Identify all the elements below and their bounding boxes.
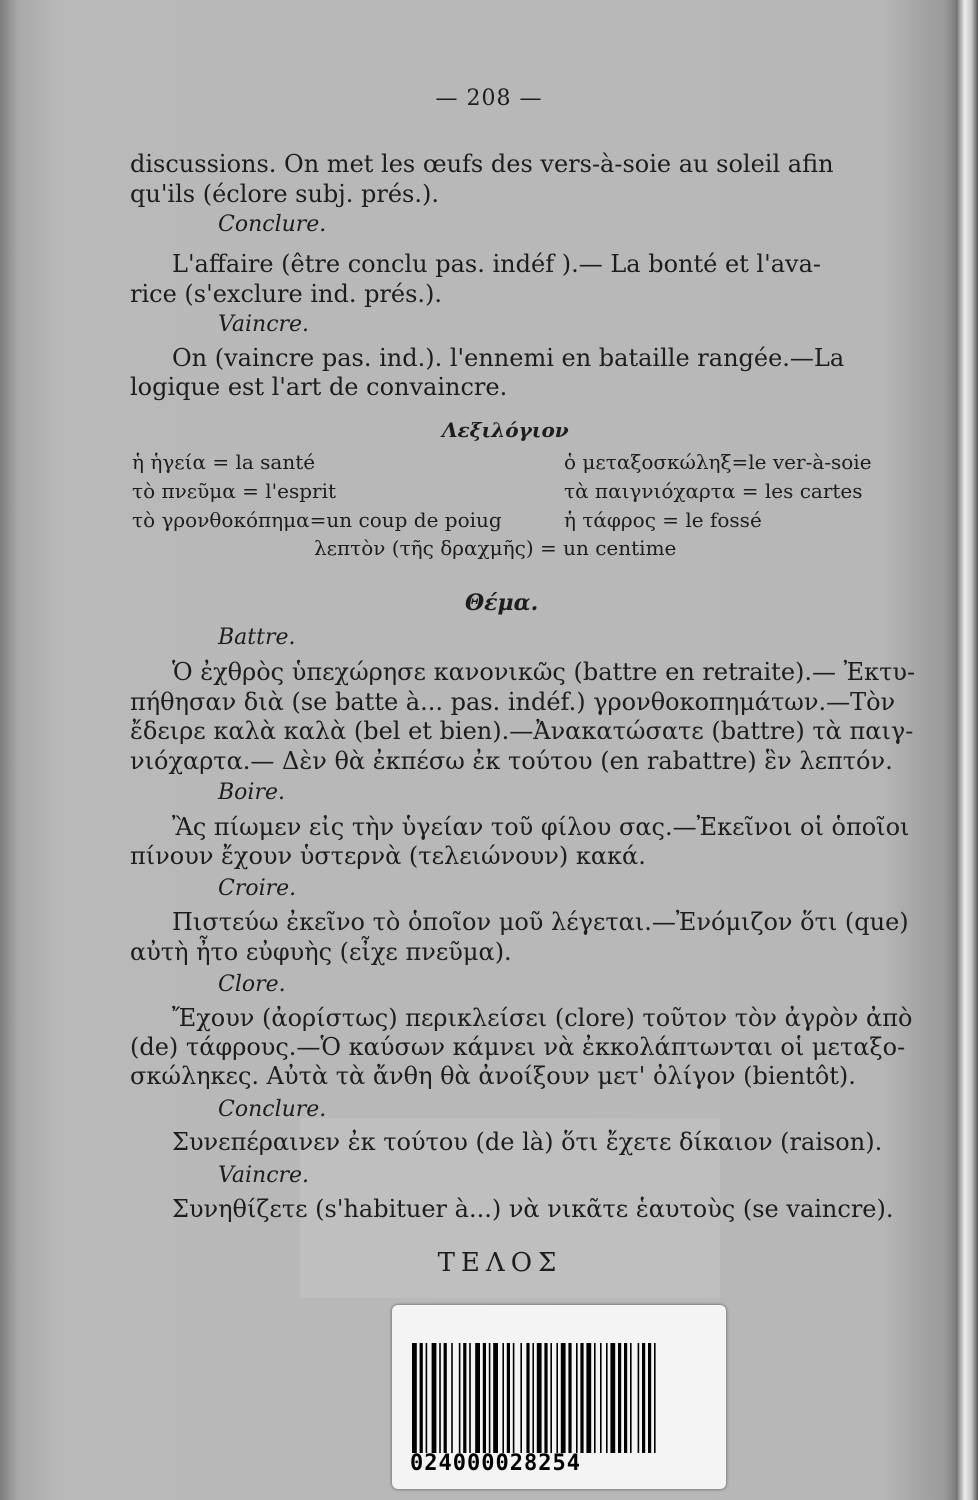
text-line: νιόχαρτα.— Δὲν θὰ ἐκπέσω ἐκ τούτου (en rabattre) ἓν λεπτόν. (130, 747, 893, 775)
text-line: qu'ils (éclore subj. prés.). (130, 180, 439, 208)
section-heading-conclure: Conclure. (218, 212, 327, 237)
vocab-entry: ὁ μεταξοσκώληξ=le ver-à-soie (564, 450, 872, 474)
section-heading-croire: Croire. (218, 876, 297, 901)
text-line: σκώληκες. Αὐτὰ τὰ ἄνθη θὰ ἀνοίξουν μετ' ὀλίγον (bientôt). (130, 1062, 856, 1090)
vocabulary-title: Λεξιλόγιον (442, 418, 569, 442)
text-line: ἔδειρε καλὰ καλὰ (bel et bien).—Ἀνακατώσατε (battre) τὰ παιγ- (130, 717, 914, 745)
text-line: L'affaire (être conclu pas. indéf ).— La bonté et l'ava- (172, 250, 821, 278)
barcode-number: 024000028254 (410, 1451, 581, 1476)
vocab-entry: τὰ παιγνιόχαρτα = les cartes (564, 479, 863, 503)
barcode-icon (412, 1343, 706, 1453)
text-line: (de) τάφρους.—Ὁ καύσων κάμνει νὰ ἐκκολάπτωνται οἱ μεταξο- (130, 1033, 906, 1061)
text-line: Ἔχουν (ἀορίστως) περικλείσει (clore) τοῦτον τὸν ἀγρὸν ἀπὸ (172, 1004, 913, 1032)
section-heading-conclure-2: Conclure. (218, 1097, 327, 1122)
text-line: discussions. On met les œufs des vers-à-soie au soleil afin (130, 150, 834, 178)
vocab-entry: ἡ ἡγεία = la santé (132, 450, 316, 474)
text-line: Ἂς πίωμεν εἰς τὴν ὑγείαν τοῦ φίλου σας.—Ἐκεῖνοι οἱ ὁποῖοι (172, 813, 910, 841)
text-line: rice (s'exclure ind. prés.). (130, 280, 443, 308)
text-line: On (vaincre pas. ind.). l'ennemi en bataille rangée.—La (172, 344, 845, 372)
vocab-entry: τὸ πνεῦμα = l'esprit (132, 479, 337, 503)
text-line: Πιστεύω ἐκεῖνο τὸ ὁποῖον μοῦ λέγεται.—Ἐνόμιζον ὅτι (que) (172, 908, 909, 936)
text-line: Συνεπέραινεν ἐκ τούτου (de là) ὅτι ἔχετε δίκαιον (raison). (172, 1128, 883, 1156)
text-line: πήθησαν διὰ (se batte à... pas. indéf.) γρονθοκοπημάτων.—Τὸν (130, 688, 896, 716)
text-line: Ὁ ἐχθρὸς ὑπεχώρησε κανονικῶς (battre en retraite).— Ἐκτυ- (172, 658, 916, 686)
text-line: αὐτὴ ἦτο εὐφυὴς (εἶχε πνεῦμα). (130, 938, 512, 966)
text-line: πίνουν ἔχουν ὑστερνὰ (τελειώνουν) κακά. (130, 842, 646, 870)
text-line: Συνηθίζετε (s'habituer à...) νὰ νικᾶτε ἑαυτοὺς (se vaincre). (172, 1195, 894, 1223)
page-number: — 208 — (435, 86, 543, 111)
section-heading-vaincre: Vaincre. (218, 312, 310, 337)
section-heading-battre: Battre. (218, 625, 296, 650)
section-heading-vaincre-2: Vaincre. (218, 1163, 310, 1188)
section-heading-boire: Boire. (218, 780, 285, 805)
thema-title: Θέμα. (465, 590, 539, 616)
vocab-entry-center: λεπτὸν (τῆς δραχμῆς) = un centime (314, 536, 677, 560)
vocab-entry: ἡ τάφρος = le fossé (564, 508, 762, 532)
section-heading-clore: Clore. (218, 972, 286, 997)
barcode-sticker (392, 1305, 726, 1489)
vocab-entry: τὸ γρονθοκόπημα=un coup de poiug (132, 508, 502, 532)
end-title: ΤΕΛΟΣ (437, 1248, 563, 1278)
text-line: logique est l'art de convaincre. (130, 373, 508, 401)
